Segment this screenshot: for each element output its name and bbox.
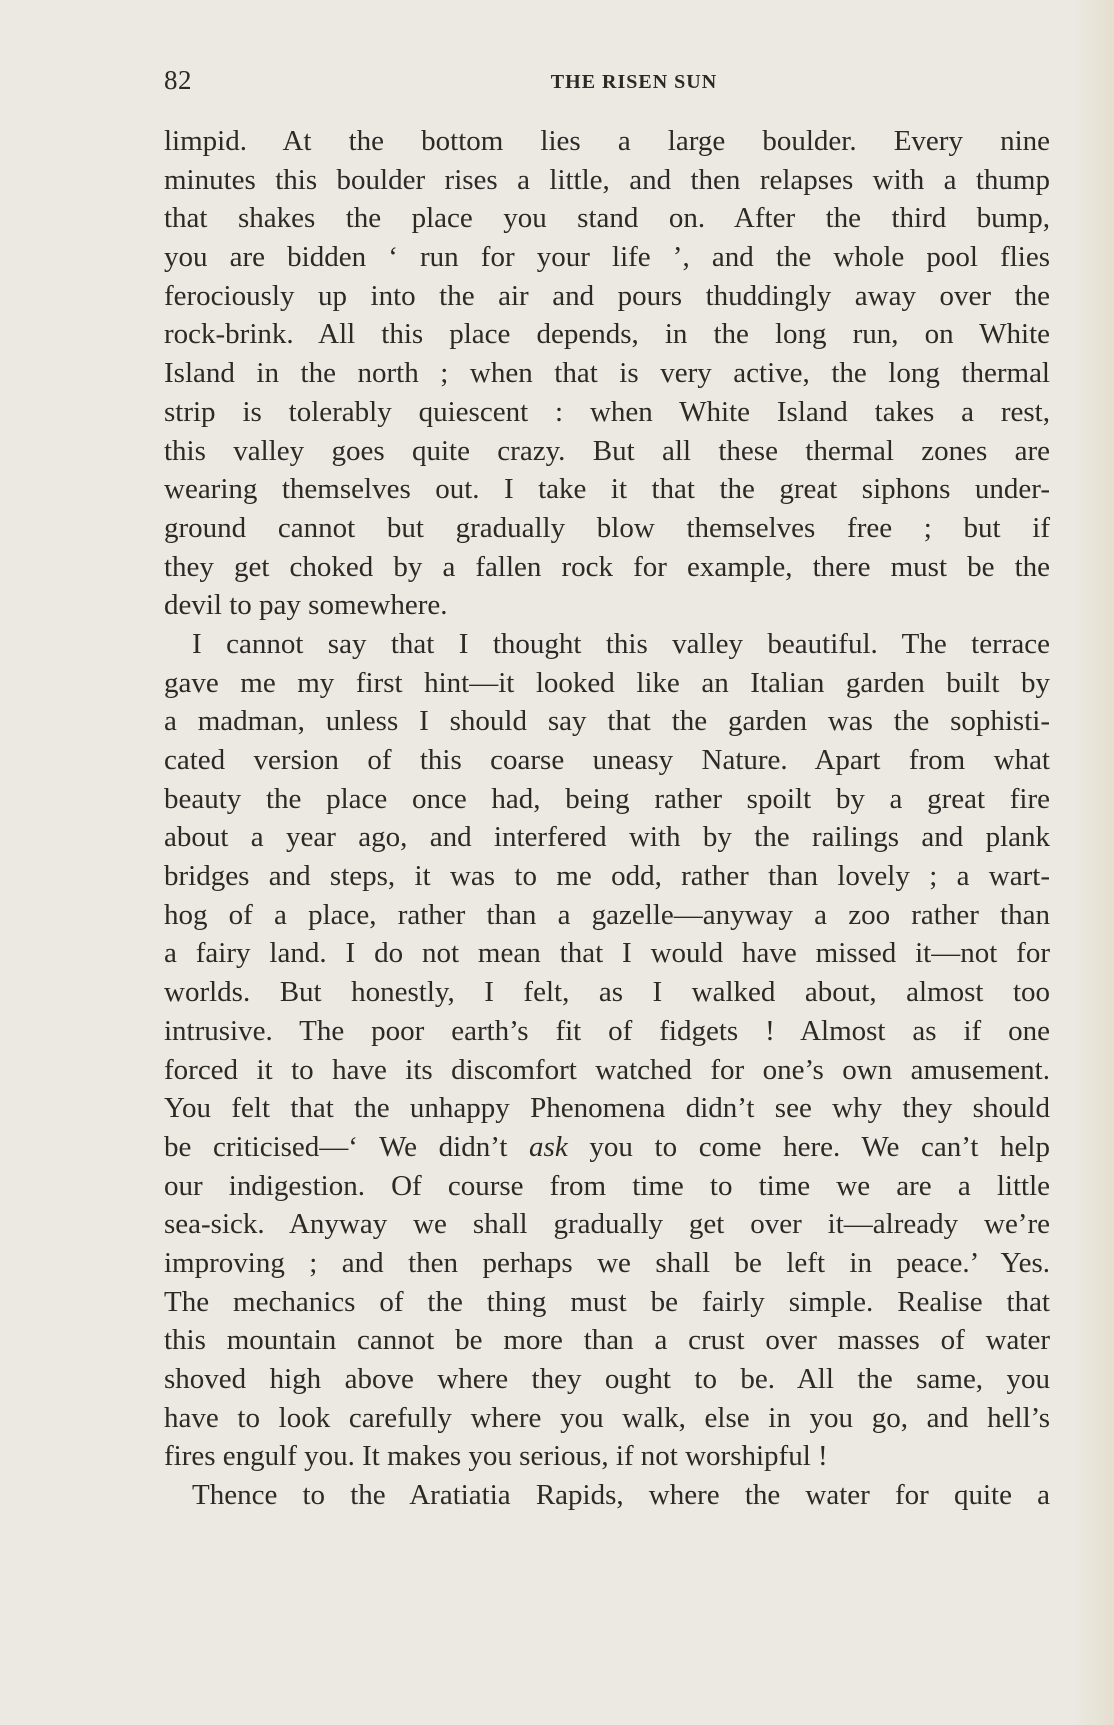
text-line: devil to pay somewhere. — [164, 589, 448, 622]
body-text — [164, 122, 1050, 1515]
text-line: fires engulf you. It makes you serious, if not worshipful ! — [164, 1440, 828, 1473]
text-line: cated version of this coarse uneasy Nature. Apart from what — [164, 744, 1050, 776]
text-line: I cannot say that I thought this valley beautiful. The terrace — [192, 627, 1050, 660]
text-line: this mountain cannot be more than a crust over masses of water — [164, 1324, 1050, 1357]
text-line: forced it to have its discomfort watched for one’s own amusement. — [164, 1053, 1050, 1086]
text-line: ferociously up into the air and pours thuddingly away over the — [164, 279, 1050, 312]
running-title: THE RISEN SUN — [550, 71, 718, 93]
text-line: limpid. At the bottom lies a large boulder. Every nine — [164, 125, 1050, 157]
text-line: bridges and steps, it was to me odd, rather than lovely ; a wart- — [164, 860, 1050, 893]
text-line: improving ; and then perhaps we shall be left in peace.’ Yes. — [164, 1246, 1050, 1279]
page-edge-shading — [1074, 0, 1114, 1725]
text-line: beauty the place once had, being rather spoilt by a great fire — [164, 782, 1050, 815]
text-line: they get choked by a fallen rock for example, there must be the — [164, 550, 1050, 583]
text-line: The mechanics of the thing must be fairly simple. Realise that — [164, 1285, 1050, 1318]
text-line: this valley goes quite crazy. But all these thermal zones are — [164, 434, 1050, 467]
text-line: hog of a place, rather than a gazelle—anyway a zoo rather than — [164, 898, 1050, 931]
running-head — [164, 62, 1054, 98]
text-line: you are bidden ‘ run for your life ’, and the whole pool flies — [164, 241, 1050, 274]
text-line: worlds. But honestly, I felt, as I walked about, almost too — [164, 976, 1050, 1009]
text-line: intrusive. The poor earth’s fit of fidgets ! Almost as if one — [164, 1014, 1050, 1047]
text-line: have to look carefully where you walk, else in you go, and hell’s — [164, 1401, 1050, 1434]
text-line: our indigestion. Of course from time to time we are a little — [164, 1169, 1050, 1202]
text-line: a fairy land. I do not mean that I would have missed it—not for — [164, 937, 1050, 970]
text-line: shoved high above where they ought to be. All the same, you — [164, 1363, 1050, 1395]
text-line: that shakes the place you stand on. After the third bump, — [164, 202, 1050, 235]
text-line: a madman, unless I should say that the garden was the sophisti- — [164, 705, 1050, 738]
text-line: Island in the north ; when that is very active, the long thermal — [164, 357, 1050, 390]
text-line: You felt that the unhappy Phenomena didn’t see why they should — [164, 1092, 1050, 1125]
text-line: be criticised—‘ We didn’t ask you to come here. We can’t help — [164, 1130, 1050, 1163]
text-line: minutes this boulder rises a little, and then relapses with a thump — [164, 163, 1050, 196]
text-line: rock-brink. All this place depends, in the long run, on White — [164, 318, 1050, 351]
text-line: about a year ago, and interfered with by the railings and plank — [164, 821, 1050, 854]
text-line: wearing themselves out. I take it that the great siphons under- — [164, 473, 1050, 506]
text-line: ground cannot but gradually blow themselves free ; but if — [164, 511, 1050, 544]
text-line: Thence to the Aratiatia Rapids, where the water for quite a — [192, 1479, 1050, 1512]
emphasis: ask — [529, 1130, 568, 1163]
text-line: strip is tolerably quiescent : when White Island takes a rest, — [164, 395, 1050, 428]
text-line: gave me my first hint—it looked like an Italian garden built by — [164, 666, 1050, 699]
text-line: sea-sick. Anyway we shall gradually get over it—already we’re — [164, 1208, 1050, 1241]
page-number: 82 — [164, 65, 192, 95]
